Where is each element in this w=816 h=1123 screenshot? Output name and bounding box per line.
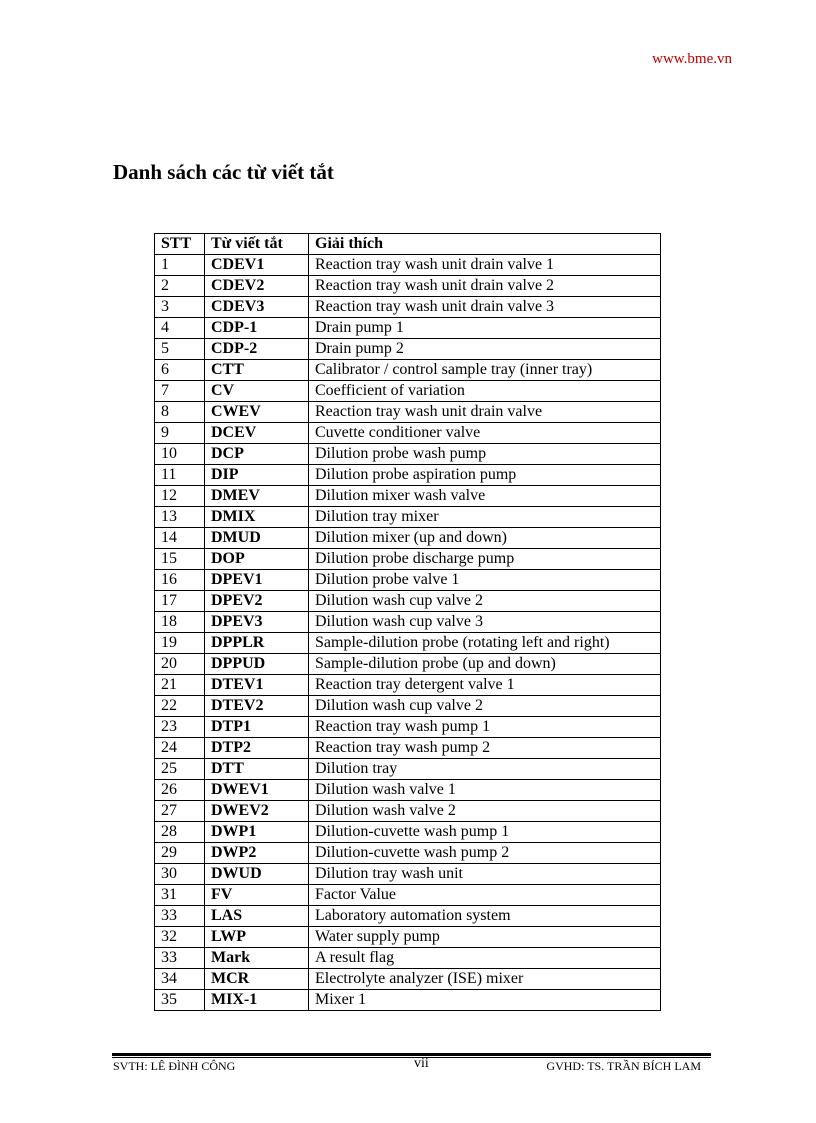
row-abbreviation: DWP2: [205, 843, 309, 864]
table-row: [155, 318, 661, 339]
table-row: [155, 696, 661, 717]
row-abbreviation: DWP1: [205, 822, 309, 843]
row-explanation: Dilution probe aspiration pump: [309, 465, 661, 486]
table-row: [155, 507, 661, 528]
row-stt: 35: [155, 990, 205, 1011]
row-explanation: Reaction tray wash pump 1: [309, 717, 661, 738]
row-abbreviation: LWP: [205, 927, 309, 948]
row-explanation: Reaction tray wash unit drain valve 2: [309, 276, 661, 297]
row-explanation: Factor Value: [309, 885, 661, 906]
table-row: [155, 990, 661, 1011]
row-stt: 6: [155, 360, 205, 381]
row-stt: 27: [155, 801, 205, 822]
table-row: [155, 738, 661, 759]
row-explanation: Dilution-cuvette wash pump 1: [309, 822, 661, 843]
row-explanation: Cuvette conditioner valve: [309, 423, 661, 444]
row-stt: 34: [155, 969, 205, 990]
table-row: [155, 675, 661, 696]
row-abbreviation: CTT: [205, 360, 309, 381]
table-row: [155, 948, 661, 969]
row-explanation: Dilution wash valve 1: [309, 780, 661, 801]
row-stt: 33: [155, 906, 205, 927]
row-abbreviation: DTP2: [205, 738, 309, 759]
row-abbreviation: DPEV1: [205, 570, 309, 591]
row-explanation: Dilution-cuvette wash pump 2: [309, 843, 661, 864]
footer-divider-thin: [112, 1057, 711, 1058]
row-abbreviation: CDEV2: [205, 276, 309, 297]
table-header-row: [155, 234, 661, 255]
row-abbreviation: FV: [205, 885, 309, 906]
row-stt: 3: [155, 297, 205, 318]
row-abbreviation: DPEV2: [205, 591, 309, 612]
abbreviations-table: [154, 233, 661, 1011]
row-explanation: Reaction tray wash unit drain valve 1: [309, 255, 661, 276]
table-body: [155, 255, 661, 1011]
row-stt: 14: [155, 528, 205, 549]
table-row: [155, 591, 661, 612]
row-explanation: Drain pump 2: [309, 339, 661, 360]
row-explanation: Sample-dilution probe (rotating left and right): [309, 633, 661, 654]
table-row: [155, 885, 661, 906]
row-abbreviation: DMUD: [205, 528, 309, 549]
column-header-explanation: Giải thích: [309, 234, 661, 255]
row-abbreviation: CV: [205, 381, 309, 402]
table-row: [155, 339, 661, 360]
row-stt: 26: [155, 780, 205, 801]
row-explanation: Electrolyte analyzer (ISE) mixer: [309, 969, 661, 990]
table-row: [155, 654, 661, 675]
row-explanation: Dilution wash cup valve 2: [309, 591, 661, 612]
table-row: [155, 423, 661, 444]
row-stt: 33: [155, 948, 205, 969]
row-abbreviation: DMIX: [205, 507, 309, 528]
page-number: vii: [414, 1056, 429, 1071]
row-explanation: Coefficient of variation: [309, 381, 661, 402]
row-explanation: Sample-dilution probe (up and down): [309, 654, 661, 675]
row-stt: 7: [155, 381, 205, 402]
row-explanation: Mixer 1: [309, 990, 661, 1011]
table-row: [155, 549, 661, 570]
table-row: [155, 969, 661, 990]
table-row: [155, 633, 661, 654]
row-explanation: Dilution mixer (up and down): [309, 528, 661, 549]
table-row: [155, 402, 661, 423]
row-abbreviation: DTEV2: [205, 696, 309, 717]
row-abbreviation: LAS: [205, 906, 309, 927]
row-abbreviation: DCP: [205, 444, 309, 465]
row-abbreviation: DMEV: [205, 486, 309, 507]
row-stt: 11: [155, 465, 205, 486]
row-stt: 9: [155, 423, 205, 444]
row-stt: 30: [155, 864, 205, 885]
row-explanation: Dilution probe discharge pump: [309, 549, 661, 570]
row-explanation: Reaction tray wash unit drain valve 3: [309, 297, 661, 318]
row-explanation: Dilution probe valve 1: [309, 570, 661, 591]
row-stt: 4: [155, 318, 205, 339]
table-row: [155, 381, 661, 402]
website-url: www.bme.vn: [652, 51, 732, 67]
table-row: [155, 927, 661, 948]
row-explanation: Laboratory automation system: [309, 906, 661, 927]
row-stt: 18: [155, 612, 205, 633]
table-row: [155, 801, 661, 822]
row-stt: 32: [155, 927, 205, 948]
row-stt: 12: [155, 486, 205, 507]
row-explanation: Dilution wash valve 2: [309, 801, 661, 822]
row-abbreviation: DCEV: [205, 423, 309, 444]
row-abbreviation: DWEV2: [205, 801, 309, 822]
table-row: [155, 780, 661, 801]
row-explanation: Dilution wash cup valve 3: [309, 612, 661, 633]
table-row: [155, 864, 661, 885]
table-row: [155, 444, 661, 465]
row-abbreviation: CDP-2: [205, 339, 309, 360]
row-abbreviation: DTP1: [205, 717, 309, 738]
row-stt: 16: [155, 570, 205, 591]
row-stt: 29: [155, 843, 205, 864]
row-abbreviation: DPPUD: [205, 654, 309, 675]
table-row: [155, 528, 661, 549]
row-explanation: Dilution tray wash unit: [309, 864, 661, 885]
row-abbreviation: DPEV3: [205, 612, 309, 633]
row-abbreviation: DPPLR: [205, 633, 309, 654]
row-stt: 22: [155, 696, 205, 717]
row-stt: 23: [155, 717, 205, 738]
row-stt: 28: [155, 822, 205, 843]
row-stt: 10: [155, 444, 205, 465]
row-abbreviation: DWUD: [205, 864, 309, 885]
column-header-abbreviation: Từ viết tắt: [205, 234, 309, 255]
table-row: [155, 486, 661, 507]
row-stt: 8: [155, 402, 205, 423]
table-row: [155, 465, 661, 486]
row-abbreviation: DIP: [205, 465, 309, 486]
table-row: [155, 570, 661, 591]
row-abbreviation: DOP: [205, 549, 309, 570]
row-stt: 2: [155, 276, 205, 297]
row-abbreviation: DWEV1: [205, 780, 309, 801]
table-row: [155, 360, 661, 381]
table-row: [155, 759, 661, 780]
row-explanation: A result flag: [309, 948, 661, 969]
row-stt: 17: [155, 591, 205, 612]
row-explanation: Reaction tray wash unit drain valve: [309, 402, 661, 423]
row-stt: 5: [155, 339, 205, 360]
table-row: [155, 822, 661, 843]
table-row: [155, 612, 661, 633]
row-explanation: Reaction tray wash pump 2: [309, 738, 661, 759]
row-stt: 31: [155, 885, 205, 906]
row-stt: 15: [155, 549, 205, 570]
row-stt: 13: [155, 507, 205, 528]
row-stt: 1: [155, 255, 205, 276]
page-title: Danh sách các từ viết tắt: [113, 160, 334, 184]
column-header-stt: STT: [155, 234, 205, 255]
row-explanation: Dilution tray: [309, 759, 661, 780]
table-row: [155, 843, 661, 864]
row-explanation: Reaction tray detergent valve 1: [309, 675, 661, 696]
row-explanation: Dilution mixer wash valve: [309, 486, 661, 507]
row-explanation: Dilution wash cup valve 2: [309, 696, 661, 717]
row-abbreviation: CDP-1: [205, 318, 309, 339]
row-explanation: Calibrator / control sample tray (inner tray): [309, 360, 661, 381]
row-stt: 25: [155, 759, 205, 780]
row-abbreviation: CDEV1: [205, 255, 309, 276]
row-abbreviation: CDEV3: [205, 297, 309, 318]
row-abbreviation: DTT: [205, 759, 309, 780]
row-explanation: Water supply pump: [309, 927, 661, 948]
row-abbreviation: MCR: [205, 969, 309, 990]
row-abbreviation: MIX-1: [205, 990, 309, 1011]
table-row: [155, 297, 661, 318]
table-row: [155, 717, 661, 738]
table-row: [155, 906, 661, 927]
footer-divider: [112, 1053, 711, 1056]
row-abbreviation: DTEV1: [205, 675, 309, 696]
row-stt: 20: [155, 654, 205, 675]
row-abbreviation: CWEV: [205, 402, 309, 423]
row-stt: 21: [155, 675, 205, 696]
row-stt: 24: [155, 738, 205, 759]
table-row: [155, 276, 661, 297]
footer-student: SVTH: LÊ ĐÌNH CÔNG: [113, 1059, 236, 1073]
row-explanation: Drain pump 1: [309, 318, 661, 339]
table-row: [155, 255, 661, 276]
row-abbreviation: Mark: [205, 948, 309, 969]
row-explanation: Dilution tray mixer: [309, 507, 661, 528]
footer-advisor: GVHD: TS. TRẦN BÍCH LAM: [546, 1059, 701, 1073]
row-explanation: Dilution probe wash pump: [309, 444, 661, 465]
row-stt: 19: [155, 633, 205, 654]
